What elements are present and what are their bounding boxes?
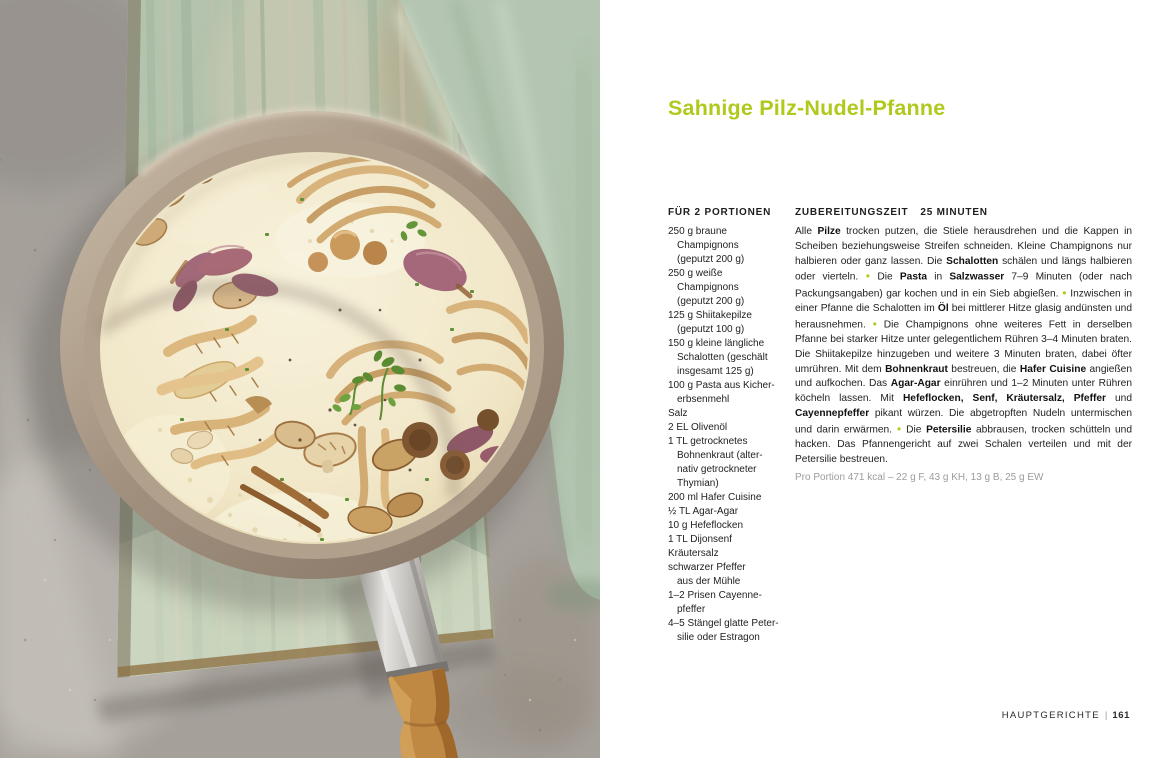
ingredient-line: Schalotten (geschält (677, 352, 768, 363)
ingredient-line: 150 g kleine längliche (668, 338, 765, 349)
ingredient-line: Champignons (677, 240, 739, 251)
instruction-text-run: bei mittlerer Hitze glasig andünsten und herausnehmen. (795, 302, 1132, 331)
ingredient-line: (geputzt 200 g) (677, 254, 745, 265)
prep-time-value: 25 MINUTEN (920, 207, 988, 218)
ingredient-line: 10 g Hefeflocken (668, 520, 744, 531)
ingredient-line: 200 ml Hafer Cuisine (668, 492, 762, 503)
chapter-label: HAUPTGERICHTE (1001, 710, 1100, 721)
ingredient-keyword: Hafer Cuisine (1019, 363, 1087, 375)
instruction-text-run: abbrausen, trocken schütteln und hacken. Das Pfannengericht auf zwei Schalen verteilen und mit der Petersilie bestreuen. (795, 424, 1133, 465)
ingredient-line: aus der Mühle (677, 576, 741, 587)
ingredient-line: silie oder Estragon (677, 632, 760, 643)
prep-time-header (795, 207, 1132, 218)
ingredients-list (668, 225, 798, 645)
instruction-text-run: pikant würzen. Die abgetropften Nudeln untermischen und darin erwärmen. (795, 408, 1132, 436)
ingredient-keyword: Hefeflocken, Senf, Kräutersalz, Pfeffer (902, 393, 1106, 405)
ingredients-column (668, 207, 798, 645)
ingredient-keyword: Cayennepfeffer (795, 408, 870, 420)
ingredient-keyword: Bohnenkraut (885, 363, 948, 375)
step-bullet-icon: ● (1061, 287, 1068, 297)
instruction-text-run: Die Champignons ohne weiteres Fett in derselben Pfanne bei starker Hitze unter gelegentlichem Rühren 3–4 Minuten braten. Die Shiitakepilze hinzugeben und weitere 3 Minuten braten, dabei öfter umrühren. Mit dem (795, 319, 1133, 375)
ingredient-line: 1 TL Dijonsenf (668, 534, 732, 545)
instruction-text-run: und (1106, 393, 1132, 405)
instruction-text-run: in (927, 271, 950, 283)
step-bullet-icon: ● (861, 271, 875, 281)
recipe-title: Sahnige Pilz-Nudel-Pfanne (668, 96, 946, 120)
ingredient-line: Bohnenkraut (alter- (677, 450, 763, 461)
ingredient-keyword: Salzwasser (949, 271, 1005, 283)
page-number: 161 (1112, 710, 1130, 721)
page-footer (1002, 710, 1130, 721)
ingredient-keyword: Schalotten (946, 255, 999, 267)
ingredient-line: 100 g Pasta aus Kicher- (668, 380, 775, 391)
ingredients-header: FÜR 2 PORTIONEN (668, 207, 772, 218)
instruction-text-run: angießen und aufkochen. Das (795, 363, 1132, 390)
ingredient-line: (geputzt 100 g) (677, 324, 745, 335)
instruction-text-run: schälen und längs halbieren oder vierteln. (795, 255, 1132, 283)
ingredient-keyword: Pilze (817, 226, 841, 237)
ingredient-line: 125 g Shiitakepilze (668, 310, 752, 321)
instruction-text-run: Alle (795, 226, 818, 237)
instruction-text-run: trocken putzen, die Stiele herausdrehen und die Kappen in Scheiben beziehungsweise Streifen schneiden. Kleine Champignons nur halbieren oder ganz lassen. Die (795, 226, 1132, 267)
ingredient-line: 2 EL Olivenöl (668, 422, 728, 433)
ingredient-line: Kräutersalz (668, 548, 719, 559)
ingredient-line: erbsenmehl (677, 394, 730, 405)
ingredient-line: (geputzt 200 g) (677, 296, 745, 307)
ingredient-line: 250 g weiße (668, 268, 723, 279)
ingredient-line: Champignons (677, 282, 739, 293)
ingredient-keyword: Pasta (899, 271, 928, 283)
ingredient-keyword: Agar-Agar (890, 378, 941, 390)
ingredient-line: insgesamt 125 g) (677, 366, 754, 377)
recipe-page (600, 0, 1152, 758)
ingredient-line: ½ TL Agar-Agar (668, 506, 739, 517)
instruction-text-run: Die (877, 271, 900, 283)
ingredient-line: 1 TL getrocknetes (668, 436, 748, 447)
ingredient-keyword: Öl (937, 302, 949, 314)
instructions-column (795, 207, 1132, 485)
instruction-text-run: bestreuen, die (947, 363, 1020, 375)
footer-divider: | (1104, 710, 1108, 721)
ingredient-line: 4–5 Stängel glatte Peter- (668, 618, 779, 629)
ingredient-line: 250 g braune (668, 226, 727, 237)
ingredient-line: 1–2 Prisen Cayenne- (668, 590, 762, 601)
ingredient-line: schwarzer Pfeffer (668, 562, 746, 573)
ingredient-line: nativ getrockneter (677, 464, 757, 475)
instructions-text (795, 225, 1132, 468)
prep-time-label: ZUBEREITUNGSZEIT (795, 207, 909, 218)
nutrition-info: Pro Portion 471 kcal – 22 g F, 43 g KH, 13 g B, 25 g EW (795, 471, 1044, 483)
instruction-text-run: 7–9 Minuten (oder nach Packungsangaben) gar kochen und in ein Sieb abgießen. (795, 271, 1132, 300)
instruction-text-run: Inzwischen in einer Pfanne die Schalotten im (795, 288, 1133, 314)
step-bullet-icon: ● (868, 318, 881, 328)
ingredient-line: Thymian) (677, 478, 719, 489)
ingredient-line: pfeffer (677, 604, 706, 615)
instruction-text-run: einrühren und 1–2 Minuten unter Rühren köcheln lassen. Mit (795, 378, 1133, 405)
instruction-text-run: Die (906, 424, 927, 436)
step-bullet-icon: ● (895, 423, 904, 433)
ingredient-line: Salz (668, 408, 688, 419)
ingredient-keyword: Petersilie (926, 424, 972, 436)
